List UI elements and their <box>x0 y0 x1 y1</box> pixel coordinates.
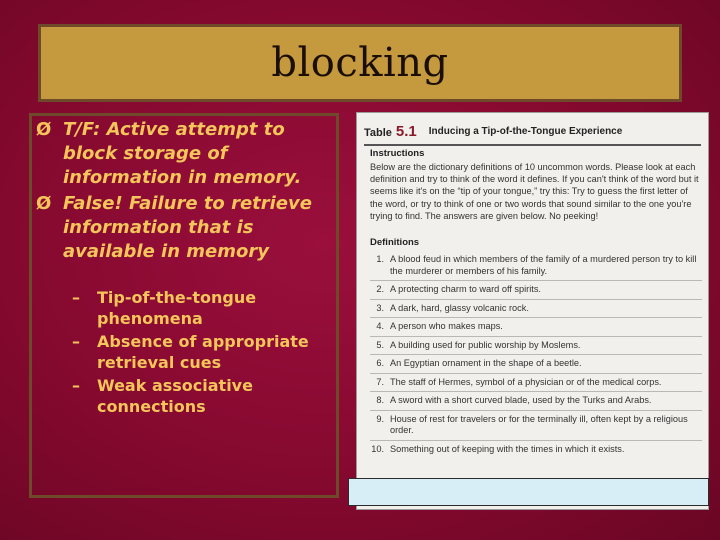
bullet-list <box>36 118 336 266</box>
definition-number: 9. <box>376 413 384 424</box>
definition-row <box>370 410 702 440</box>
definition-text: A sword with a short curved blade, used by the Turks and Arabs. <box>390 395 652 405</box>
bullet-text: False! Failure to retrieve information that is available in memory <box>63 193 312 262</box>
table-label-number: 5.1 <box>395 122 417 140</box>
definition-number: 6. <box>376 358 384 368</box>
definition-text: A person who makes maps. <box>390 321 503 331</box>
sub-bullet-item <box>72 287 334 329</box>
definition-number: 5. <box>376 339 384 350</box>
table-figure <box>356 112 709 510</box>
definition-row <box>370 299 702 318</box>
bullet-item <box>36 118 336 190</box>
definition-row <box>370 373 702 392</box>
definition-text: A protecting charm to ward off spirits. <box>390 284 541 294</box>
definition-number: 7. <box>376 376 384 387</box>
definition-number: 8. <box>376 395 384 405</box>
arrow-bullet-icon: Ø <box>36 119 52 140</box>
definition-number: 1. <box>376 254 384 264</box>
table-header <box>364 119 622 143</box>
definition-row <box>370 391 702 410</box>
definition-row <box>370 251 702 280</box>
sub-bullet-list <box>72 287 334 419</box>
definition-text: An Egyptian ornament in the shape of a beetle. <box>390 358 582 368</box>
definitions-list <box>370 251 702 458</box>
definition-row <box>370 336 702 355</box>
definition-text: The staff of Hermes, symbol of a physician or of the medical corps. <box>390 376 662 387</box>
table-label-word: Table <box>364 126 392 139</box>
definitions-heading: Definitions <box>370 237 420 248</box>
sub-bullet-item <box>72 375 334 417</box>
definition-row <box>370 280 702 299</box>
definition-text: A blood feud in which members of the family of a murdered person try to kill the murderer or members of his family. <box>390 254 697 276</box>
dash-bullet-icon: – <box>72 376 80 395</box>
definition-text: A dark, hard, glassy volcanic rock. <box>390 302 529 313</box>
answer-cover-box <box>348 478 709 506</box>
dash-bullet-icon: – <box>72 288 80 307</box>
table-header-rule <box>364 144 701 146</box>
definition-row <box>370 440 702 459</box>
definition-row <box>370 317 702 336</box>
arrow-bullet-icon: Ø <box>36 193 52 214</box>
definition-text: House of rest for travelers or for the terminally ill, often kept by a religious order. <box>390 413 688 435</box>
dash-bullet-icon: – <box>72 332 80 351</box>
slide-title: blocking <box>271 40 449 86</box>
definition-text: A building used for public worship by Moslems. <box>390 339 581 350</box>
sub-bullet-item <box>72 331 334 373</box>
definition-number: 3. <box>376 302 384 313</box>
bullet-item <box>36 192 336 264</box>
instructions-text: Below are the dictionary definitions of 10 uncommon words. Please look at each definition and try to think of the word it defines. If you can't think of the word but it seems like it's on the “tip of your tongue,” try this: Try to guess the first letter of the word, or try to think of one or two words that sound similar to the one you're trying to find. The answers are given below. No peeking! <box>370 162 699 221</box>
definition-number: 10. <box>371 443 384 454</box>
definition-row <box>370 354 702 373</box>
definition-number: 2. <box>376 284 384 294</box>
title-box <box>38 24 682 102</box>
table-title: Inducing a Tip-of-the-Tongue Experience <box>428 125 623 137</box>
sub-bullet-text: Absence of appropriate retrieval cues <box>97 332 309 372</box>
sub-bullet-text: Weak associative connections <box>97 376 253 416</box>
instructions-heading: Instructions <box>370 148 425 159</box>
definition-text: Something out of keeping with the times in which it exists. <box>390 443 625 454</box>
table-label <box>364 123 417 140</box>
sub-bullet-text: Tip-of-the-tongue phenomena <box>97 288 257 328</box>
bullet-text: T/F: Active attempt to block storage of information in memory. <box>63 119 302 188</box>
definition-number: 4. <box>376 321 384 331</box>
